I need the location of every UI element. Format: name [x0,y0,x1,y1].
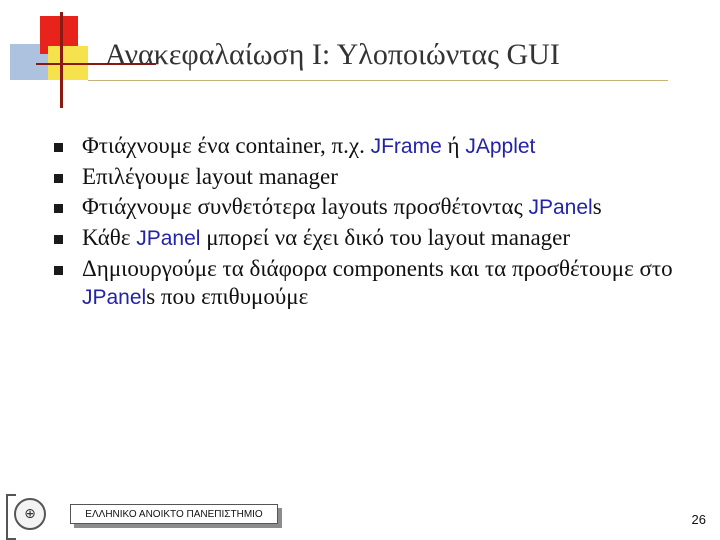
page-number: 26 [691,512,706,527]
bullet-text: ή [441,133,466,158]
footer-logo [0,490,56,540]
title-underline [88,80,668,81]
bullet-text: Φτιάχνουμε συνθετότερα layouts προσθέτοντας [82,194,529,219]
square-bullet-icon [54,235,63,244]
bullet-item [50,255,700,312]
square-bullet-icon [54,143,63,152]
bullet-item [50,193,700,222]
bullet-text: Φτιάχνουμε ένα container, π.χ. [82,133,371,158]
bullet-item [50,132,700,161]
bullet-item [50,224,700,253]
bullet-text: s [592,194,602,219]
code-term: JPanel [82,286,147,309]
code-term: JFrame [370,135,442,158]
bullet-item [50,163,700,191]
code-term: JPanel [528,196,593,219]
university-logo-icon: ⊕ [14,498,46,530]
bullet-text: Δημιουργούμε τα διάφορα components και τα προσθέτουμε στο [82,256,673,281]
square-bullet-icon [54,204,63,213]
bullet-text: μπορεί να έχει δικό του layout manager [200,225,571,250]
footer-badge: ΕΛΛΗΝΙΚΟ ΑΝΟΙΚΤΟ ΠΑΝΕΠΙΣΤΗΜΙΟ [70,504,278,524]
bullet-list [50,132,700,314]
code-term: JPanel [136,227,201,250]
square-bullet-icon [54,266,63,275]
bullet-text: Επιλέγουμε layout manager [82,164,338,189]
bullet-text: s που επιθυμούμε [146,284,309,309]
code-term: JApplet [465,135,536,158]
slide-title: Ανακεφαλαίωση Ι: Υλοποιώντας GUI [105,38,560,71]
decor-vertical-line [60,12,63,108]
title-decoration [0,0,110,110]
bullet-text: Κάθε [82,225,137,250]
square-bullet-icon [54,174,63,183]
